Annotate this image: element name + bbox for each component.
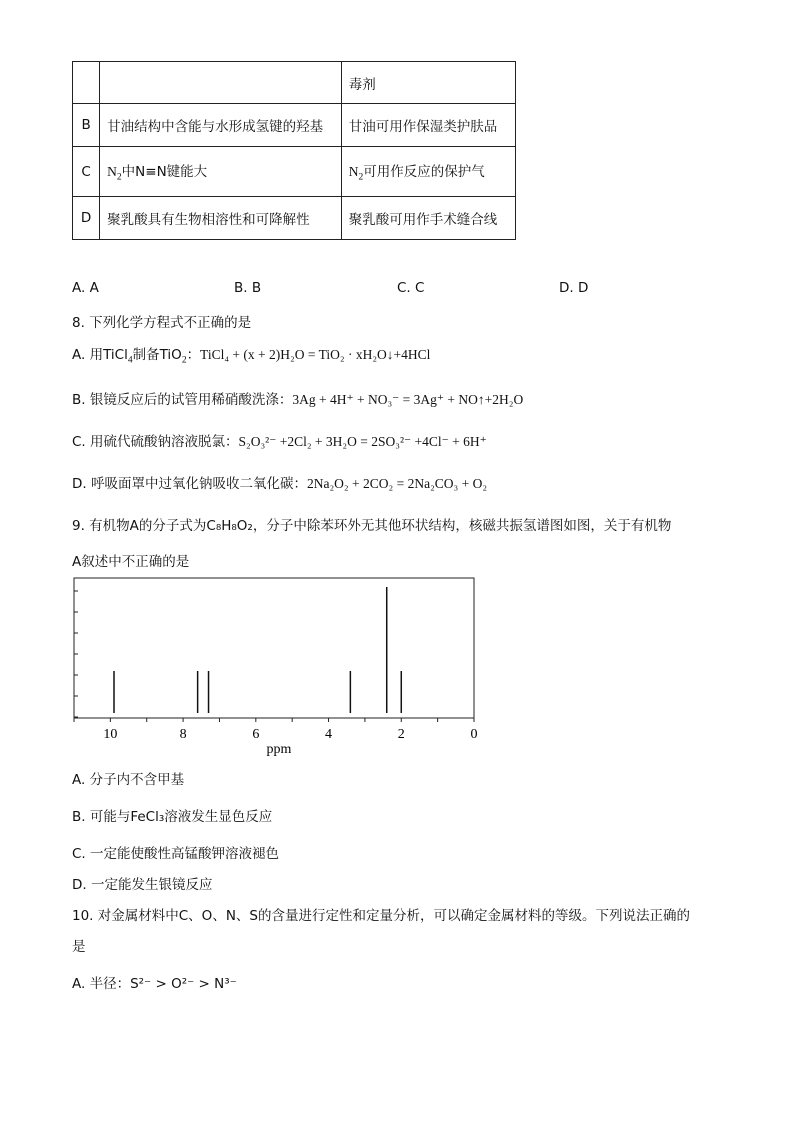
row-cause xyxy=(100,147,342,197)
row-use: 毒剂 xyxy=(341,62,515,104)
x-axis-ticks xyxy=(74,718,478,742)
row-cause xyxy=(100,62,342,104)
plot-frame xyxy=(74,578,474,718)
formula-sub: 2 xyxy=(181,355,187,366)
q9-option-a: A. 分子内不含甲基 xyxy=(72,772,185,788)
x-tick-label: 2 xyxy=(397,727,405,742)
nmr-spectrum-chart xyxy=(72,576,492,761)
q9-stem-line1: 9. 有机物A的分子式为C₈H₈O₂，分子中除苯环外无其他环状结构，核磁共振氢谱图如图，关于有机物 xyxy=(72,518,672,534)
row-key: D xyxy=(73,197,100,240)
q7-option-b: B. B xyxy=(234,280,262,296)
q8-option-c-label: C. 用硫代硫酸钠溶液脱氯： xyxy=(72,434,239,450)
row-use: 甘油可用作保湿类护肤品 xyxy=(341,104,515,147)
q10-option-a: A. 半径：S²⁻ > O²⁻ > N³⁻ xyxy=(72,976,237,992)
q8-option-a-label2: 制备TiO xyxy=(132,347,182,363)
formula: N xyxy=(348,164,359,180)
q8-option-d-label: D. 呼吸面罩中过氧化钠吸收二氧化碳： xyxy=(72,476,307,492)
q8-option-b-equation: 3Ag + 4H⁺ + NO₃⁻ = 3Ag⁺ + NO↑+2H₂O xyxy=(292,392,524,407)
formula-sub: 4 xyxy=(127,355,133,366)
x-tick-label: 0 xyxy=(470,727,478,742)
x-tick-label: 4 xyxy=(325,727,333,742)
row-use: 聚乳酸可用作手术缝合线 xyxy=(341,197,515,240)
x-axis-label: ppm xyxy=(266,742,292,757)
y-axis-ticks xyxy=(74,591,78,717)
table-row xyxy=(73,62,516,104)
row-key: C xyxy=(73,147,100,197)
q9-stem-line2: A叙述中不正确的是 xyxy=(72,554,190,570)
row-use xyxy=(341,147,515,197)
q8-option-a-label: A. 用TiCl xyxy=(72,347,128,363)
q8-option-b-label: B. 银镜反应后的试管用稀硝酸洗涤： xyxy=(72,392,293,408)
q9-option-c: C. 一定能使酸性高锰酸钾溶液褪色 xyxy=(72,846,280,862)
formula-sub: 2 xyxy=(358,172,364,183)
q8-option-c xyxy=(72,430,487,450)
q8-option-d-equation: 2Na₂O₂ + 2CO₂ = 2Na₂CO₃ + O₂ xyxy=(306,476,488,491)
q8-option-b xyxy=(72,388,523,408)
row-cause: 聚乳酸具有生物相溶性和可降解性 xyxy=(100,197,342,240)
q8-stem: 8. 下列化学方程式不正确的是 xyxy=(72,315,252,331)
q10-stem-line2: 是 xyxy=(72,939,86,955)
q7-option-a: A. A xyxy=(72,280,99,296)
row-key xyxy=(73,62,100,104)
x-tick-label: 10 xyxy=(103,727,118,742)
table-row xyxy=(73,104,516,147)
row-key: B xyxy=(73,104,100,147)
q10-stem-line1: 10. 对金属材料中C、O、N、S的含量进行定性和定量分析，可以确定金属材料的等级。下列说法正确的 xyxy=(72,908,690,924)
q7-option-d: D. D xyxy=(559,280,589,296)
row-use-text: 可用作反应的保护气 xyxy=(363,164,485,181)
q8-option-d xyxy=(72,472,487,492)
q9-option-d: D. 一定能发生银镜反应 xyxy=(72,877,213,893)
table-row xyxy=(73,147,516,197)
q8-option-c-equation: S₂O₃²⁻ +2Cl₂ + 3H₂O = 2SO₃²⁻ +4Cl⁻ + 6H⁺ xyxy=(238,434,487,449)
peaks xyxy=(114,587,401,713)
x-tick-label: 8 xyxy=(179,727,187,742)
row-cause-text: 中N≡N键能大 xyxy=(121,164,208,181)
x-tick-label: 6 xyxy=(252,727,260,742)
question-7-table xyxy=(72,61,516,240)
q8-option-a xyxy=(72,343,430,366)
q8-option-a-equation: ：TiCl₄ + (x + 2)H₂O = TiO₂ · xH₂O↓+4HCl xyxy=(186,347,431,362)
q7-option-c: C. C xyxy=(397,280,425,296)
table-row xyxy=(73,197,516,240)
formula: N xyxy=(107,164,117,180)
q9-option-b: B. 可能与FeCl₃溶液发生显色反应 xyxy=(72,809,273,825)
row-cause: 甘油结构中含能与水形成氢键的羟基 xyxy=(100,104,342,147)
formula-sub: 2 xyxy=(116,172,122,183)
